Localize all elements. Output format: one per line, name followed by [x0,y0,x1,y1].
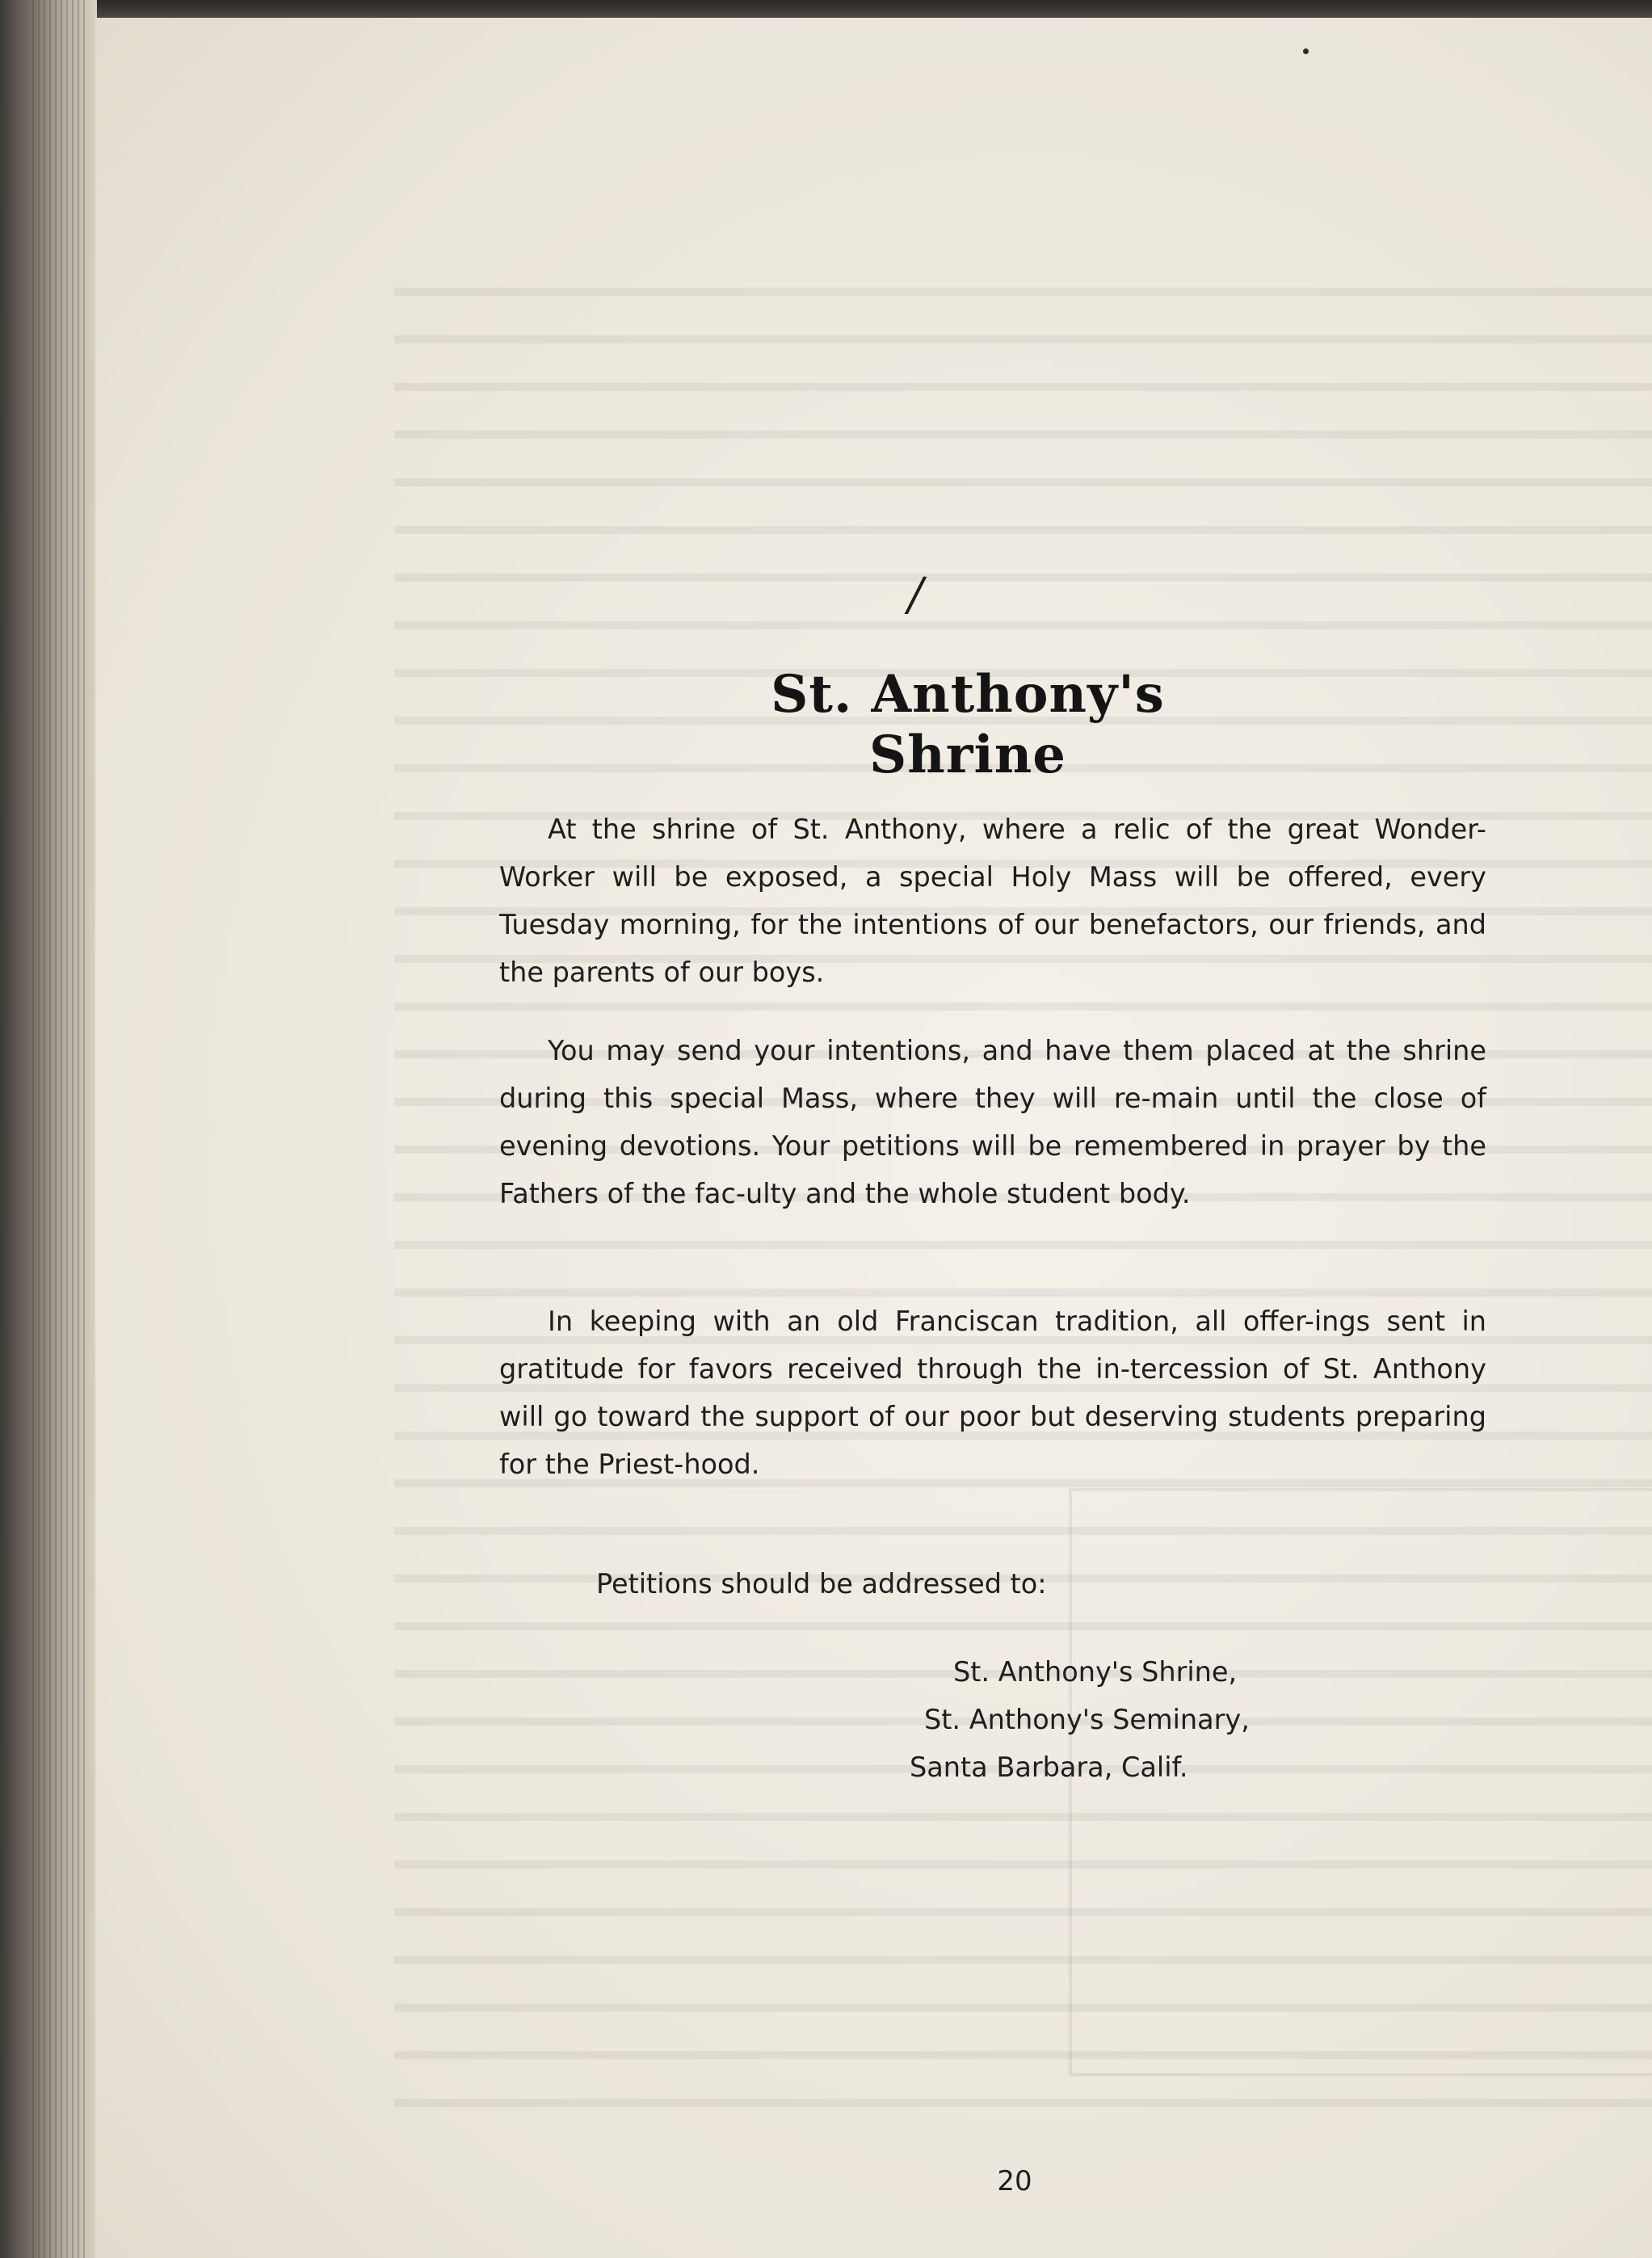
paragraph-4-text: Petitions should be addressed to: [596,1568,1047,1600]
book-spine [0,0,97,2258]
page-content [95,18,1652,2258]
article-title: St. Anthony's Shrine [771,664,1165,785]
address-line-2: St. Anthony's Seminary, [924,1704,1250,1735]
address-line-3: Santa Barbara, Calif. [910,1751,1188,1783]
mailing-address [903,1648,1388,1791]
page-number: 20 [997,2165,1032,2197]
paragraph-1 [499,805,1486,996]
pencil-mark: / [908,569,923,621]
paragraph-2 [499,1027,1486,1217]
ink-dot [1303,48,1309,54]
paragraph-1-text: At the shrine of St. Anthony, where a relic of the great Wonder-Worker will be exposed, a special Holy Mass will be offered, every Tuesday morning, for the intentions of our benefactors, our friends, and the parents of our boys. [499,814,1486,988]
book-page [95,18,1652,2258]
paragraph-2-text: You may send your intentions, and have them placed at the shrine during this special Mass, where they will re-main until the close of evening devotions. Your petitions will be remembered in prayer by the Fathers of the fac-ulty and the whole student body. [499,1035,1486,1209]
paragraph-4 [548,1560,1477,1608]
page-edges [32,0,89,2258]
paragraph-3 [499,1297,1486,1488]
address-line-1: St. Anthony's Shrine, [953,1656,1238,1688]
paragraph-3-text: In keeping with an old Franciscan tradition, all offer-ings sent in gratitude for favors received through the in-tercession of St. Anthony will go toward the support of our poor but deserving students preparing for the Priest-hood. [499,1306,1486,1480]
